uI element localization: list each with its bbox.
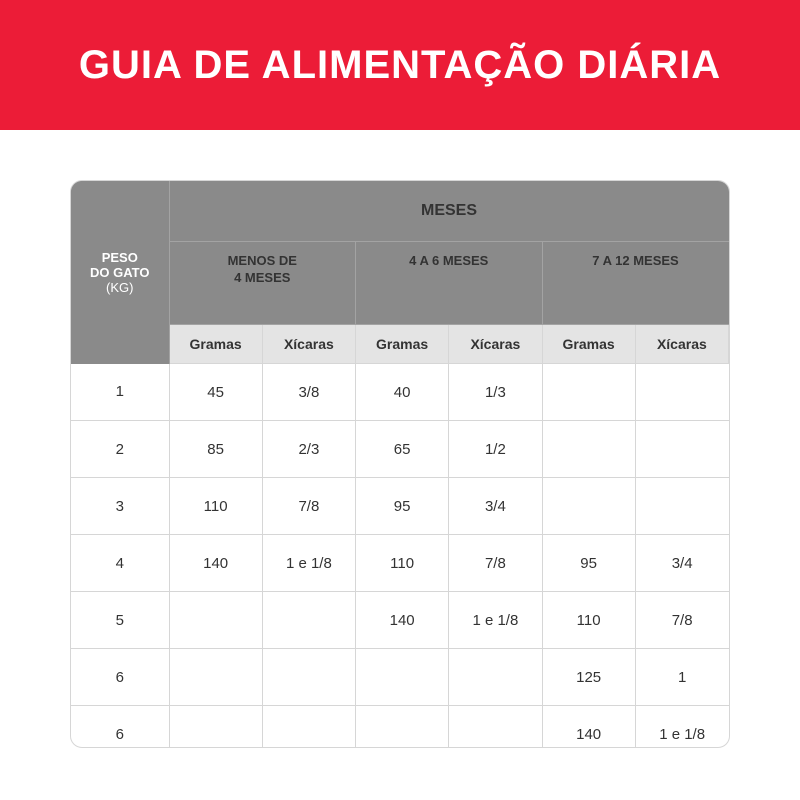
feeding-grid (71, 181, 729, 748)
table-cell (449, 649, 542, 706)
table-cell: 110 (356, 535, 449, 592)
weight-header-line2: DO GATO (90, 264, 150, 280)
table-cell: 95 (542, 535, 635, 592)
age-group-under-4 (169, 242, 356, 325)
table-cell: 85 (169, 421, 262, 478)
age-group-label-line2: 4 MESES (234, 270, 291, 285)
table-cell: 140 (169, 535, 262, 592)
weight-cell: 4 (71, 535, 169, 592)
table-cell (262, 706, 355, 749)
table-row (71, 592, 729, 649)
table-cell: 125 (542, 649, 635, 706)
unit-header: Gramas (169, 325, 262, 364)
table-cell: 1 e 1/8 (262, 535, 355, 592)
age-group-7-to-12 (542, 242, 729, 325)
weight-cell: 1 (71, 364, 169, 421)
table-cell: 1 e 1/8 (449, 592, 542, 649)
unit-header: Gramas (356, 325, 449, 364)
table-cell: 1/2 (449, 421, 542, 478)
header-row-units (71, 325, 729, 364)
table-cell: 3/8 (262, 364, 355, 421)
unit-header: Xícaras (449, 325, 542, 364)
table-cell: 7/8 (449, 535, 542, 592)
unit-header: Xícaras (635, 325, 728, 364)
table-row (71, 535, 729, 592)
table-cell: 3/4 (635, 535, 728, 592)
table-cell (356, 706, 449, 749)
title-banner (0, 0, 800, 130)
unit-header: Xícaras (262, 325, 355, 364)
page-title: GUIA DE ALIMENTAÇÃO DIÁRIA (78, 42, 722, 87)
table-row (71, 706, 729, 749)
table-cell (262, 592, 355, 649)
table-cell (169, 649, 262, 706)
table-cell (542, 421, 635, 478)
weight-cell: 6 (71, 649, 169, 706)
weight-cell: 2 (71, 421, 169, 478)
table-cell (169, 706, 262, 749)
table-cell: 1/3 (449, 364, 542, 421)
age-group-label-line1: MENOS DE (227, 253, 297, 268)
table-cell: 1 (635, 649, 728, 706)
table-cell (262, 649, 355, 706)
table-cell: 95 (356, 478, 449, 535)
table-cell (169, 592, 262, 649)
table-cell: 40 (356, 364, 449, 421)
table-cell (542, 478, 635, 535)
table-cell: 110 (542, 592, 635, 649)
table-row (71, 421, 729, 478)
table-cell: 1 e 1/8 (659, 725, 706, 743)
weight-cell: 6 (71, 706, 169, 749)
table-cell: 7/8 (262, 478, 355, 535)
table-cell: 140 (542, 706, 635, 749)
weight-cell: 5 (71, 592, 169, 649)
header-row-meses (71, 181, 729, 242)
table-cell (542, 364, 635, 421)
weight-cell: 3 (71, 478, 169, 535)
weight-header-line1: PESO (101, 249, 138, 265)
table-cell: 3/4 (449, 478, 542, 535)
table-cell: 45 (169, 364, 262, 421)
table-cell: 110 (169, 478, 262, 535)
table-cell (635, 421, 728, 478)
table-row (71, 364, 729, 421)
table-cell (449, 706, 542, 749)
age-group-label-line1: 7 A 12 MESES (592, 253, 679, 268)
table-cell (635, 478, 728, 535)
weight-column-header (71, 181, 169, 364)
table-cell: 7/8 (635, 592, 728, 649)
table-cell (356, 649, 449, 706)
age-group-4-to-6 (356, 242, 543, 325)
table-row (71, 478, 729, 535)
table-cell (635, 364, 728, 421)
table-cell: 65 (356, 421, 449, 478)
table-cell: 2/3 (262, 421, 355, 478)
header-row-groups (71, 242, 729, 325)
age-group-label-line1: 4 A 6 MESES (409, 253, 489, 268)
table-cell: 140 (356, 592, 449, 649)
unit-header: Gramas (542, 325, 635, 364)
weight-header-unit: (KG) (106, 279, 134, 295)
months-header: MESES (169, 181, 729, 242)
table-row (71, 649, 729, 706)
feeding-table (70, 180, 730, 748)
